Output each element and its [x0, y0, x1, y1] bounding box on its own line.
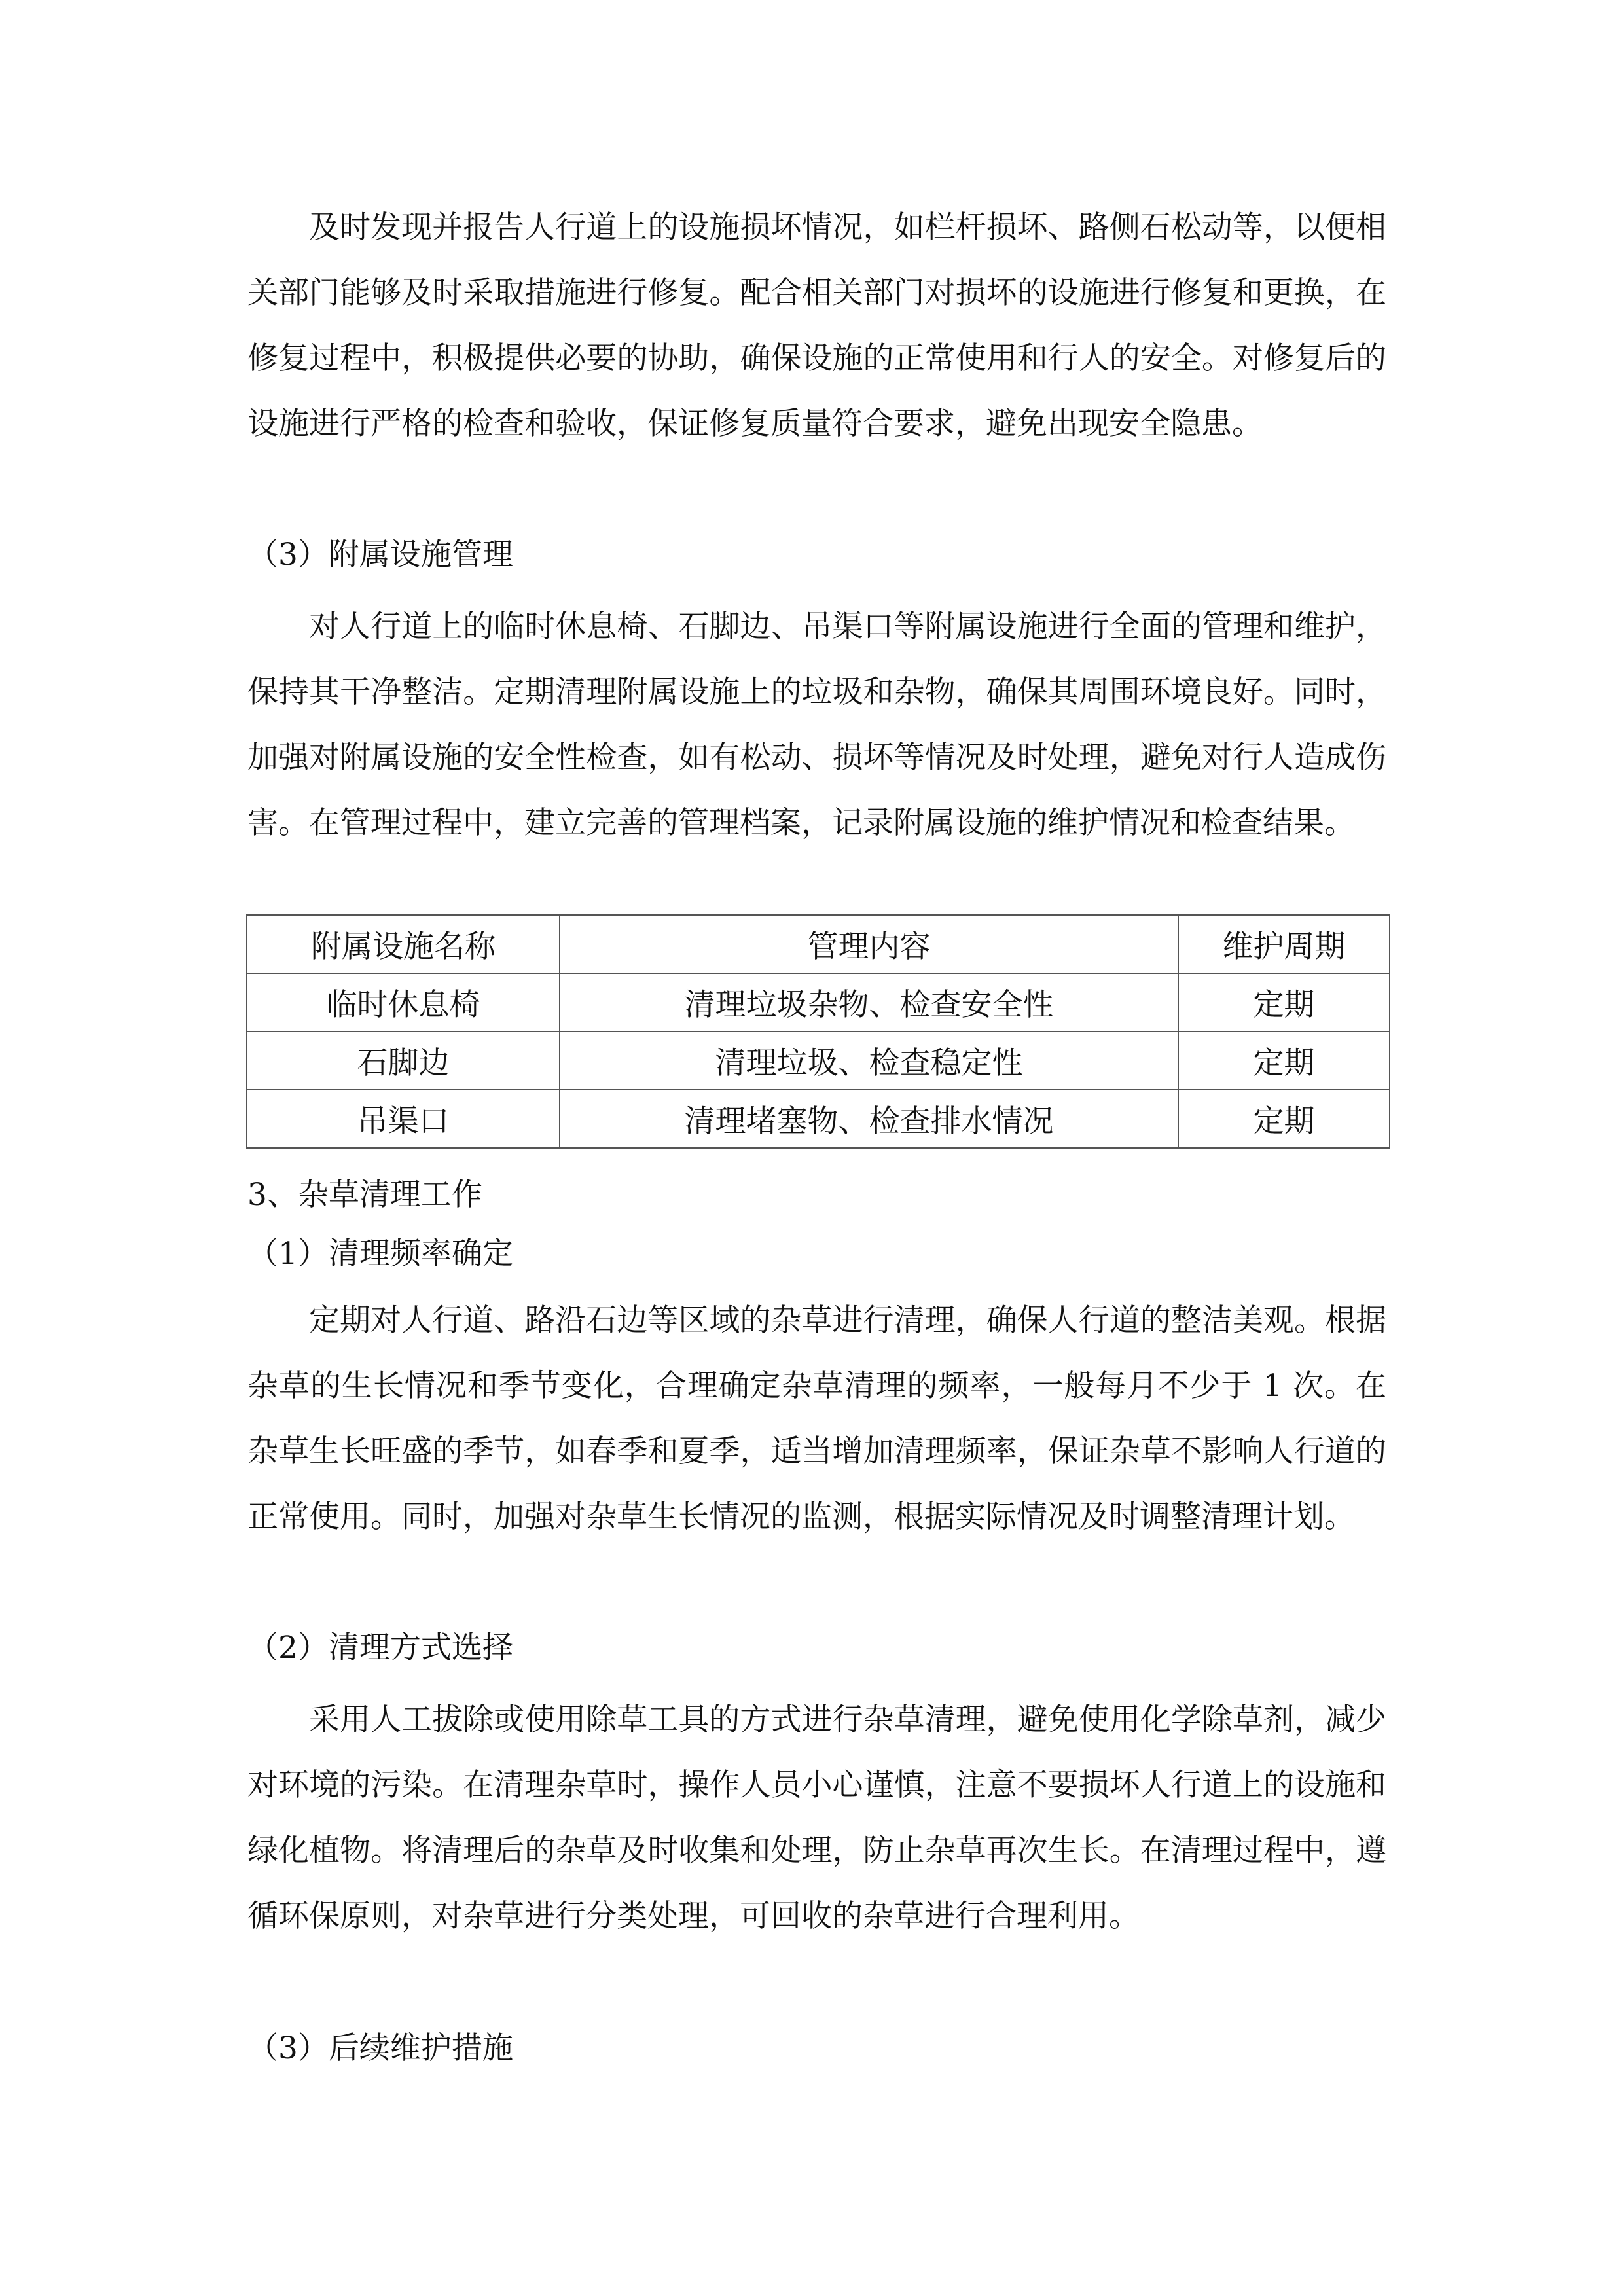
table-header-cell: 管理内容 [560, 915, 1178, 973]
attached-facilities-paragraph-block [247, 594, 1386, 856]
repair-paragraph-block [247, 195, 1386, 457]
method-heading-block [247, 1628, 1386, 1668]
method-paragraph-block [247, 1687, 1386, 1949]
table-cell: 清理垃圾、检查稳定性 [560, 1031, 1178, 1090]
attached-facilities-heading: （3）附属设施管理 [247, 537, 513, 573]
attached-facilities-heading-block [247, 535, 1386, 575]
weeds-section-heading-block [247, 1175, 1386, 1215]
table-row [247, 1031, 1390, 1090]
weeds-section-heading: 3、杂草清理工作 [247, 1177, 482, 1213]
table-cell: 定期 [1178, 1031, 1390, 1090]
table-cell: 石脚边 [247, 1031, 560, 1090]
table-header-cell: 维护周期 [1178, 915, 1390, 973]
frequency-heading: （1）清理频率确定 [247, 1236, 513, 1272]
table-cell: 吊渠口 [247, 1090, 560, 1148]
table-header-cell: 附属设施名称 [247, 915, 560, 973]
table-cell: 定期 [1178, 973, 1390, 1031]
followup-heading: （3）后续维护措施 [247, 2030, 513, 2066]
attached-facilities-paragraph: 对人行道上的临时休息椅、石脚边、吊渠口等附属设施进行全面的管理和维护，保持其干净整洁。定期清理附属设施上的垃圾和杂物，确保其周围环境良好。同时，加强对附属设施的安全性检查，如有松动、损坏等情况及时处理，避免对行人造成伤害。在管理过程中，建立完善的管理档案，记录附属设施的维护情况和检查结果。 [247, 609, 1386, 841]
table-cell: 临时休息椅 [247, 973, 560, 1031]
method-heading: （2）清理方式选择 [247, 1630, 513, 1666]
followup-heading-block [247, 2029, 1386, 2068]
repair-paragraph: 及时发现并报告人行道上的设施损坏情况，如栏杆损坏、路侧石松动等，以便相关部门能够及时采取措施进行修复。配合相关部门对损坏的设施进行修复和更换，在修复过程中，积极提供必要的协助，确保设施的正常使用和行人的安全。对修复后的设施进行严格的检查和验收，保证修复质量符合要求，避免出现安全隐患。 [247, 209, 1386, 442]
table-row [247, 1090, 1390, 1148]
table-cell: 清理垃圾杂物、检查安全性 [560, 973, 1178, 1031]
table-cell: 清理堵塞物、检查排水情况 [560, 1090, 1178, 1148]
frequency-paragraph: 定期对人行道、路沿石边等区域的杂草进行清理，确保人行道的整洁美观。根据杂草的生长情况和季节变化，合理确定杂草清理的频率，一般每月不少于 1 次。在杂草生长旺盛的季节，如春季和夏季，适当增加清理频率，保证杂草不影响人行道的正常使用。同时，加强对杂草生长情况的监测，根据实际情况及时调整清理计划。 [247, 1302, 1386, 1535]
method-paragraph: 采用人工拔除或使用除草工具的方式进行杂草清理，避免使用化学除草剂，减少对环境的污染。在清理杂草时，操作人员小心谨慎，注意不要损坏人行道上的设施和绿化植物。将清理后的杂草及时收集和处理，防止杂草再次生长。在清理过程中，遵循环保原则，对杂草进行分类处理，可回收的杂草进行合理利用。 [247, 1702, 1386, 1934]
table-cell: 定期 [1178, 1090, 1390, 1148]
table-row [247, 973, 1390, 1031]
facilities-table [246, 914, 1390, 1149]
table-header-row [247, 915, 1390, 973]
frequency-heading-block [247, 1234, 1386, 1274]
frequency-paragraph-block [247, 1288, 1386, 1550]
